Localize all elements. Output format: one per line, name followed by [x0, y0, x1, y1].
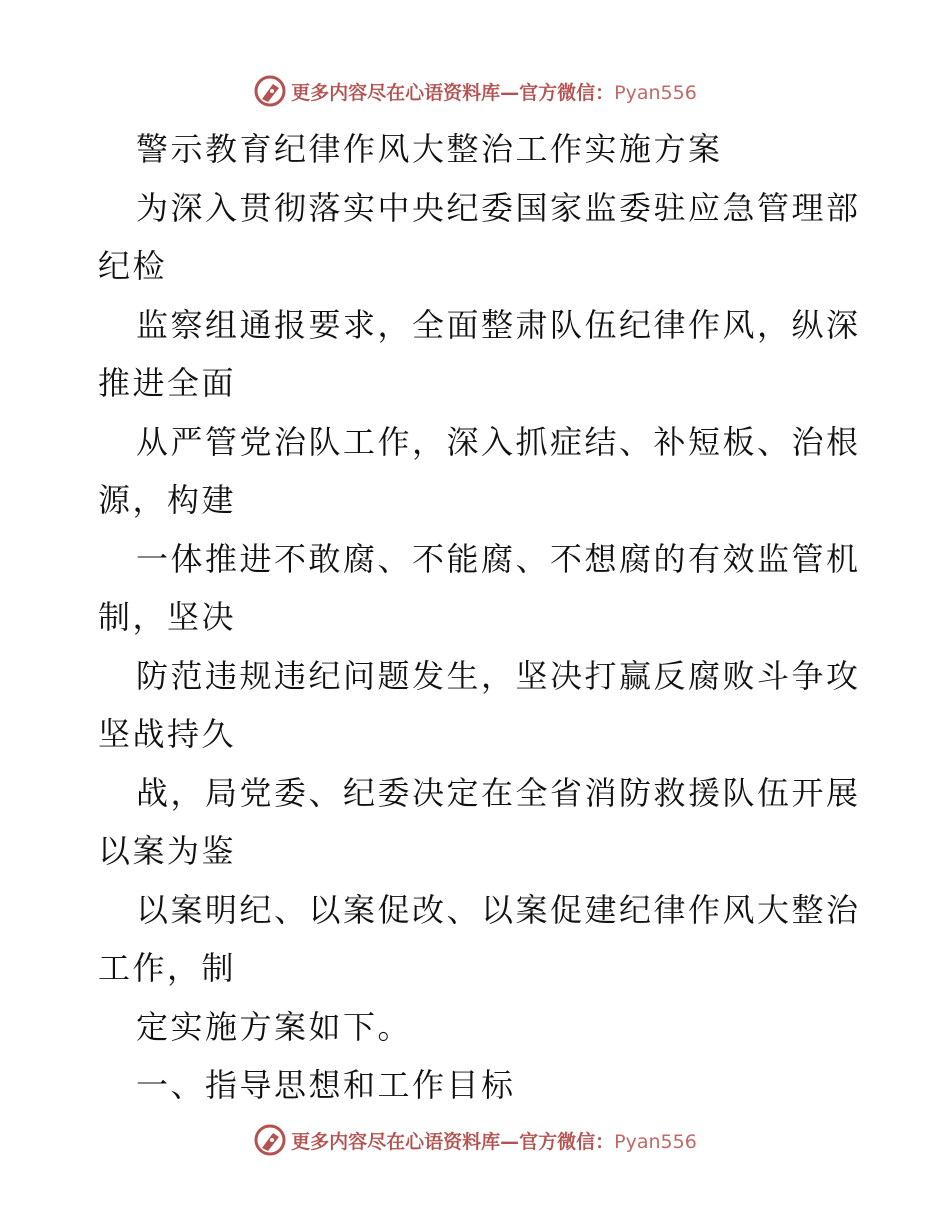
text-line: 以案为鉴 — [98, 832, 237, 870]
text-line: 源，构建 — [98, 481, 237, 519]
text-line: 制，坚决 — [98, 598, 237, 636]
pen-nib-logo-icon — [253, 1123, 287, 1157]
wechat-id: Pyan556 — [614, 1130, 697, 1153]
wechat-id: Pyan556 — [614, 81, 697, 104]
text-line: 以案明纪、以案促改、以案促建纪律作风大整治 — [136, 890, 861, 929]
text-line: 坚战持久 — [98, 715, 237, 753]
text-line: 纪检 — [98, 247, 168, 285]
watermark-banner-bottom — [0, 1120, 950, 1160]
text-line: 推进全面 — [98, 364, 237, 402]
watermark-text: 更多内容尽在心语资料库—官方微信：Pyan556 — [291, 81, 697, 104]
text-line: 监察组通报要求，全面整肃队伍纪律作风，纵深 — [136, 305, 861, 344]
text-line: 防范违规违纪问题发生，坚决打赢反腐败斗争攻 — [136, 656, 861, 695]
text-line: 一体推进不敢腐、不能腐、不想腐的有效监管机 — [136, 539, 861, 578]
pen-nib-logo-icon — [253, 74, 287, 108]
text-line: 工作，制 — [98, 949, 237, 987]
watermark-text: 更多内容尽在心语资料库—官方微信：Pyan556 — [291, 1130, 697, 1153]
watermark-banner-top — [0, 71, 950, 111]
document-title: 警示教育纪律作风大整治工作实施方案 — [136, 130, 723, 168]
document-body — [98, 120, 861, 1115]
text-line: 战，局党委、纪委决定在全省消防救援队伍开展 — [136, 773, 861, 812]
text-line: 定实施方案如下。 — [136, 1007, 413, 1046]
text-line: 为深入贯彻落实中央纪委国家监委驻应急管理部 — [136, 188, 861, 227]
text-line: 一、指导思想和工作目标 — [136, 1066, 516, 1104]
text-line: 从严管党治队工作，深入抓症结、补短板、治根 — [136, 422, 861, 461]
